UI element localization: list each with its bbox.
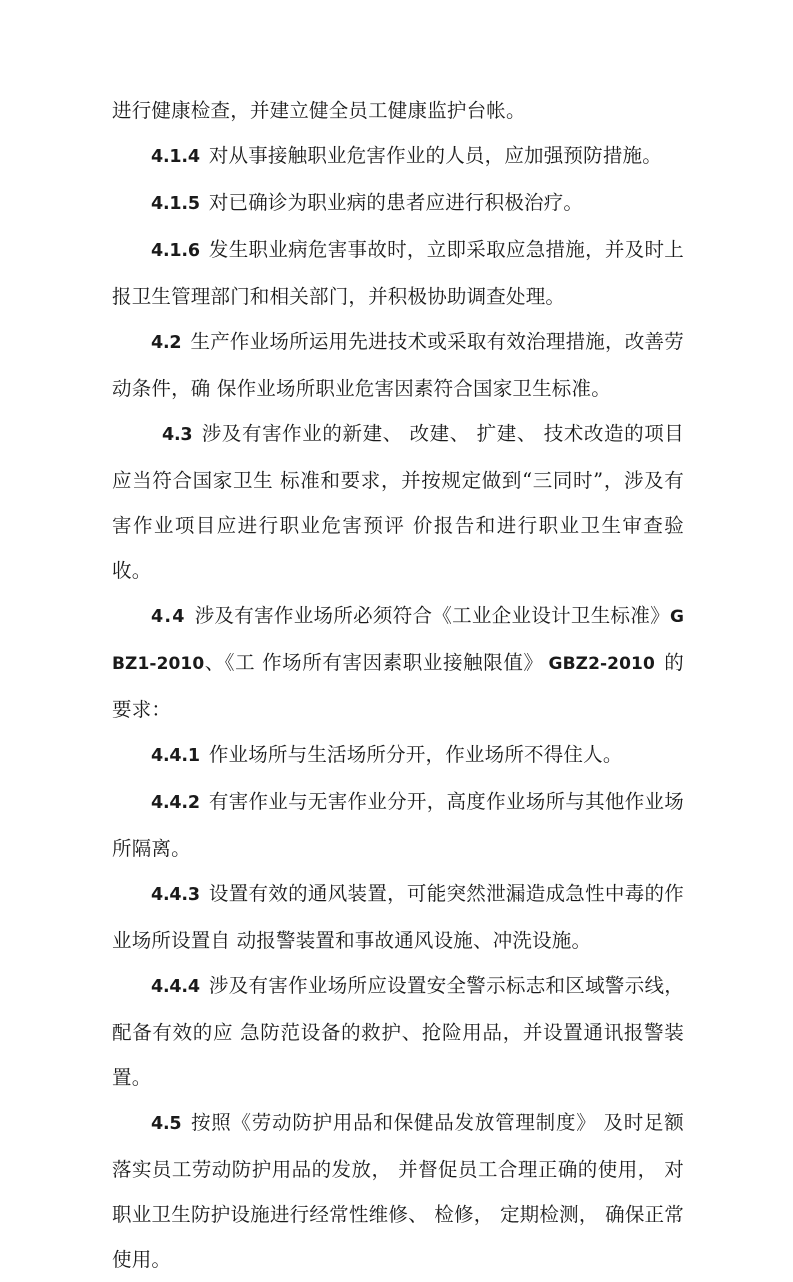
clause-number: 4.3 (162, 425, 193, 445)
paragraph-4-1-6 (112, 227, 684, 319)
standard-code-gbz1: GBZ1-2010 (112, 607, 684, 674)
paragraph-4-4-4 (112, 963, 684, 1100)
clause-number: 4.1.6 (151, 241, 200, 261)
paragraph-text: 作业场所与生活场所分开，作业场所不得住人。 (208, 743, 623, 766)
paragraph-text: 发生职业病危害事故时，立即采取应急措施，并及时上报卫生管理部门和相关部门，并积极协助调查处理。 (112, 238, 684, 308)
paragraph-text-part-1: 涉及有害作业场所必须符合《工业企业设计卫生标准》 (194, 604, 670, 627)
clause-number: 4.1.5 (151, 194, 200, 214)
paragraph-4-4 (112, 593, 684, 732)
paragraph-continued (112, 88, 684, 133)
paragraph-text: 对已确诊为职业病的患者应进行积极治疗。 (208, 191, 584, 214)
paragraph-4-5 (112, 1100, 684, 1282)
paragraph-text: 涉及有害作业场所应设置安全警示标志和区域警示线， 配备有效的应 急防范设备的救护、抢险用品，并设置通讯报警装置。 (112, 974, 684, 1089)
clause-number: 4.1.4 (151, 147, 200, 167)
clause-number: 4.2 (151, 333, 182, 353)
standard-code-gbz2: GBZ2-2010 (548, 654, 655, 674)
paragraph-text: 进行健康检查，并建立健全员工健康监护台帐。 (112, 99, 526, 122)
paragraph-text: 生产作业场所运用先进技术或采取有效治理措施，改善劳动条件，确 保作业场所职业危害因素符合国家卫生标准。 (112, 330, 684, 400)
paragraph-text: 涉及有害作业的新建、 改建、 扩建、 技术改造的项目应当符合国家卫生 标准和要求，并按规定做到“三同时”，涉及有害作业项目应进行职业危害预评 价报告和进行职业卫生审查验收。 (112, 422, 684, 582)
clause-number: 4.5 (151, 1114, 182, 1134)
paragraph-4-1-5 (112, 180, 684, 227)
paragraph-4-3 (112, 411, 684, 593)
paragraph-text: 对从事接触职业危害作业的人员，应加强预防措施。 (208, 144, 662, 167)
paragraph-4-4-3 (112, 871, 684, 963)
clause-number: 4.4 (151, 607, 186, 627)
paragraph-text: 设置有效的通风装置，可能突然泄漏造成急性中毒的作业场所设置自 动报警装置和事故通风设施、冲洗设施。 (112, 882, 684, 952)
paragraph-4-2 (112, 319, 684, 411)
clause-number: 4.4.2 (151, 793, 200, 813)
paragraph-text-part-2: 、《工 作场所有害因素职业接触限值》 (204, 651, 544, 674)
document-text-body (112, 88, 684, 1282)
paragraph-4-4-2 (112, 779, 684, 871)
paragraph-4-4-1 (112, 732, 684, 779)
paragraph-text: 有害作业与无害作业分开，高度作业场所与其他作业场所隔离。 (112, 790, 684, 860)
paragraph-4-1-4 (112, 133, 684, 180)
paragraph-text: 按照《劳动防护用品和保健品发放管理制度》 及时足额落实员工劳动防护用品的发放， 并督促员工合理正确的使用， 对职业卫生防护设施进行经常性维修、 检修， 定期检测， 确保正常使用。 (112, 1111, 684, 1271)
clause-number: 4.4.1 (151, 746, 200, 766)
paragraph-text-part-3: 的要求： (112, 651, 684, 721)
clause-number: 4.4.3 (151, 885, 200, 905)
clause-number: 4.4.4 (151, 977, 200, 997)
